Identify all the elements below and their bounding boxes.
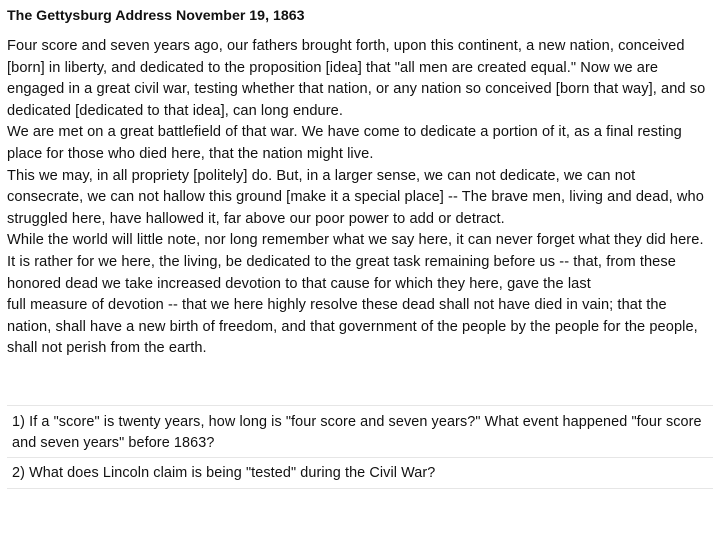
paragraph-1: Four score and seven years ago, our fathers brought forth, upon this continent, a new nation, conceived [born] in liberty, and dedicated to the proposition [idea] that "all men are created equal." Now we are engaged in a great civil war, testing whether that nation, or any nation so conceived [born that way], and so dedicated [dedicated to that idea], can long endure. [7,38,706,119]
question-1: 1) If a "score" is twenty years, how long is "four score and seven years?" What event happened "four score and seven years" before 1863? [12,414,702,451]
paragraph-3: This we may, in all propriety [politely] do. But, in a larger sense, we can not dedicate, we can not consecrate, we can not hallow this ground [make it a special place] -- The brave men, living and dead, who struggled here, have hallowed it, far above our poor power to add or detract. [7,167,704,227]
paragraph-4: While the world will little note, nor long remember what we say here, it can never forget what they did here. [7,232,704,249]
paragraph-2: We are met on a great battlefield of that war. We have come to dedicate a portion of it, as a final resting place for those who died here, that the nation might live. [7,124,682,162]
paragraph-5: It is rather for we here, the living, be dedicated to the great task remaining before us -- that, from these honored dead we take increased devotion to that cause for which they here, gave the last [7,253,676,292]
document-title: The Gettysburg Address November 19, 1863 [7,8,305,24]
question-divider-top [7,405,713,406]
question-divider-bottom [7,488,713,489]
question-2: 2) What does Lincoln claim is being "tested" during the Civil War? [12,465,436,481]
gettysburg-address-text [7,36,713,360]
paragraph-6: full measure of devotion -- that we here highly resolve these dead shall not have died in vain; that the nation, shall have a new birth of freedom, and that government of the people by the people for the people, shall not perish from the earth. [7,297,698,357]
question-divider-middle [7,457,713,458]
